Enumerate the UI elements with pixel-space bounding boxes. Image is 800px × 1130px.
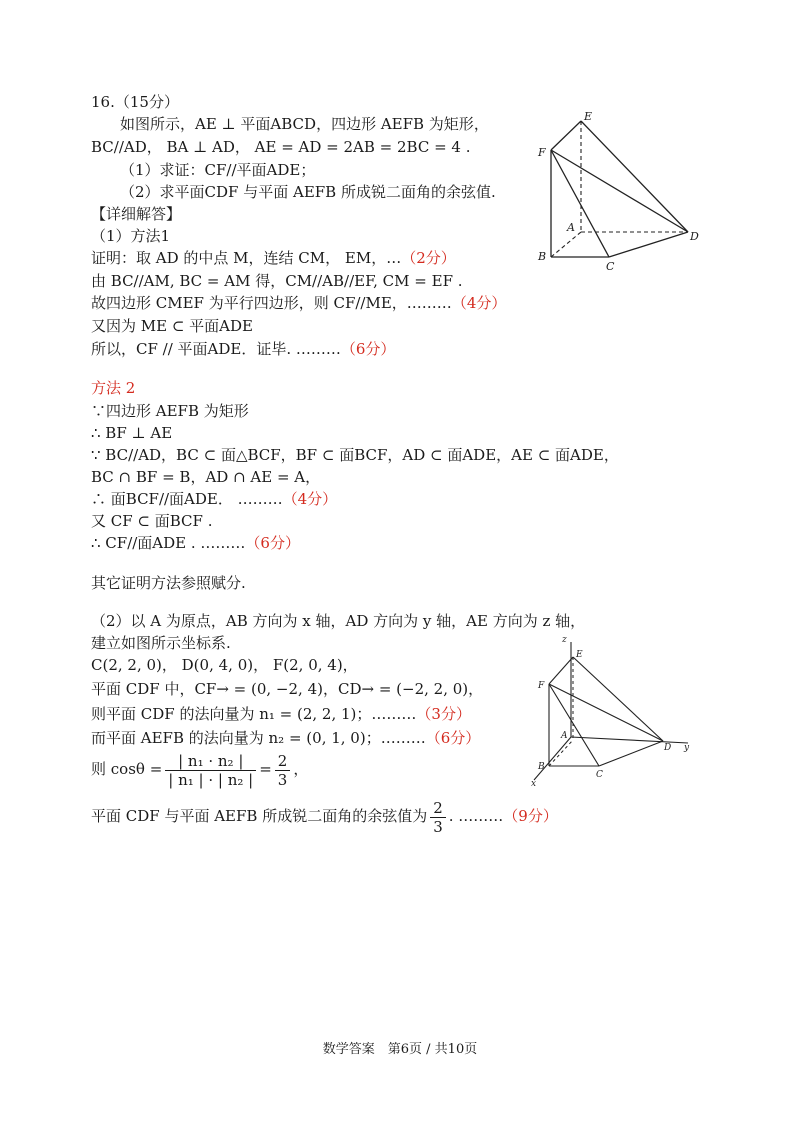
method1-line-1 [91,248,456,268]
label-A: A [561,731,568,741]
label-B: B [538,762,545,772]
label-C: C [606,260,615,273]
final-dots: . ……… [448,807,504,825]
label-F: F [538,146,546,159]
problem-header: 16.（15分） [91,93,179,111]
cos-equals: = [259,760,272,778]
method2-line-1: ∵四边形 AEFB 为矩形 [91,402,249,420]
method1-line-5 [91,339,395,359]
part1-label: （1）方法1 [91,227,171,245]
method2-line-7 [91,533,300,553]
cos-value-fraction [275,752,291,789]
question-1: （1）求证：CF//平面ADE； [120,161,316,179]
part2-line-2: 建立如图所示坐标系. [91,634,231,652]
edge-CD [599,741,663,766]
score-badge: （2分） [401,249,456,267]
edge-FD [551,150,688,232]
problem-statement-1: 如图所示，AE ⊥ 平面ABCD，四边形 AEFB 为矩形， [120,115,489,133]
cos-prefix: 则 cosθ = [91,760,163,778]
method2-line-5 [91,489,337,509]
label-z: z [562,635,567,645]
method1-line-2: 由 BC//AM, BC = AM 得，CM//AB//EF, CM = EF . [91,272,463,290]
figure-coordinate-system [528,628,708,788]
label-x: x [531,779,537,788]
label-C: C [596,770,603,780]
part2-line-5 [91,704,471,724]
method2-line-3: ∵ BC//AD，BC ⊂ 面△BCF，BF ⊂ 面BCF，AD ⊂ 面ADE，AE ⊂ 面ADE， [91,446,619,464]
figure-solid [520,104,720,274]
part2-line-1: （2）以 A 为原点，AB 方向为 x 轴，AD 方向为 y 轴，AE 方向为 z 轴， [91,612,586,630]
cos-fraction-denominator: | n₁ | · | n₂ | [168,770,254,789]
score-badge: （6分） [425,729,481,747]
hidden-edge-BA [551,232,581,257]
label-E: E [576,650,583,660]
part2-line-3: C(2, 2, 0)， D(0, 4, 0)， F(2, 0, 4)， [91,656,358,674]
label-B: B [538,250,547,263]
score-badge: （4分） [451,294,507,312]
final-denominator: 3 [433,817,443,836]
label-E: E [584,110,593,123]
final-answer [91,797,558,836]
method1-line-1-text: 证明：取 AD 的中点 M，连结 CM， EM，… [91,249,402,267]
label-F: F [538,681,545,691]
edge-CD [609,232,688,257]
label-A: A [567,221,575,234]
edge-EF [549,657,573,684]
cosine-formula [91,750,308,789]
hidden-edge-BA [549,740,573,766]
edge-EF [551,121,581,150]
method2-line-2: ∴ BF ⊥ AE [91,424,173,442]
label-y: y [684,743,690,753]
method1-line-5-text: 所以，CF // 平面ADE．证毕. ……… [91,340,341,358]
cos-value-denominator: 3 [277,770,288,789]
method2-label: 方法 2 [91,379,136,397]
method2-line-5-text: ∴ 面BCF//面ADE． ……… [91,490,283,508]
score-badge: （9分） [503,807,558,825]
page-footer: 数学答案 第6页 / 共10页 [322,1042,478,1057]
part2-line-6 [91,728,480,748]
x-axis [534,737,571,780]
label-D: D [664,743,672,753]
cos-fraction-numerator: | n₁ · n₂ | [165,752,256,771]
final-answer-text: 平面 CDF 与平面 AEFB 所成锐二面角的余弦值为 [91,807,428,825]
final-numerator: 2 [430,799,446,818]
question-2: （2）求平面CDF 与平面 AEFB 所成锐二面角的余弦值. [120,183,496,201]
edge-ED [581,121,688,232]
part2-line-6-text: 而平面 AEFB 的法向量为 n₂ = (0, 1, 0)；……… [91,729,426,747]
part2-line-5-text: 则平面 CDF 的法向量为 n₁ = (2, 2, 1)；……… [91,705,417,723]
edge-ED [573,657,663,741]
edge-FC [551,150,609,257]
score-badge: （6分） [340,340,396,358]
cos-tail: ， [293,760,309,778]
method2-line-4: BC ∩ BF = B，AD ∩ AE = A， [91,468,321,486]
score-badge: （4分） [282,490,338,508]
final-fraction [430,799,446,836]
solution-heading: 【详细解答】 [91,205,182,223]
method1-line-4: 又因为 ME ⊂ 平面ADE [91,317,253,335]
cos-fraction [165,752,256,789]
label-D: D [690,230,699,243]
other-methods-note: 其它证明方法参照赋分. [91,574,246,592]
method1-line-3 [91,293,506,313]
score-badge: （3分） [416,705,471,723]
method1-line-3-text: 故四边形 CMEF 为平行四边形，则 CF//ME，……… [91,294,452,312]
part2-line-4: 平面 CDF 中，CF→ = (0, −2, 4)，CD→ = (−2, 2, 0)， [91,680,484,698]
method2-line-7-text: ∴ CF//面ADE . ……… [91,534,246,552]
method2-line-6: 又 CF ⊂ 面BCF . [91,512,213,530]
problem-statement-2: BC//AD， BA ⊥ AD， AE = AD = 2AB = 2BC = 4 . [91,138,471,156]
cos-value-numerator: 2 [275,752,291,771]
score-badge: （6分） [245,534,300,552]
